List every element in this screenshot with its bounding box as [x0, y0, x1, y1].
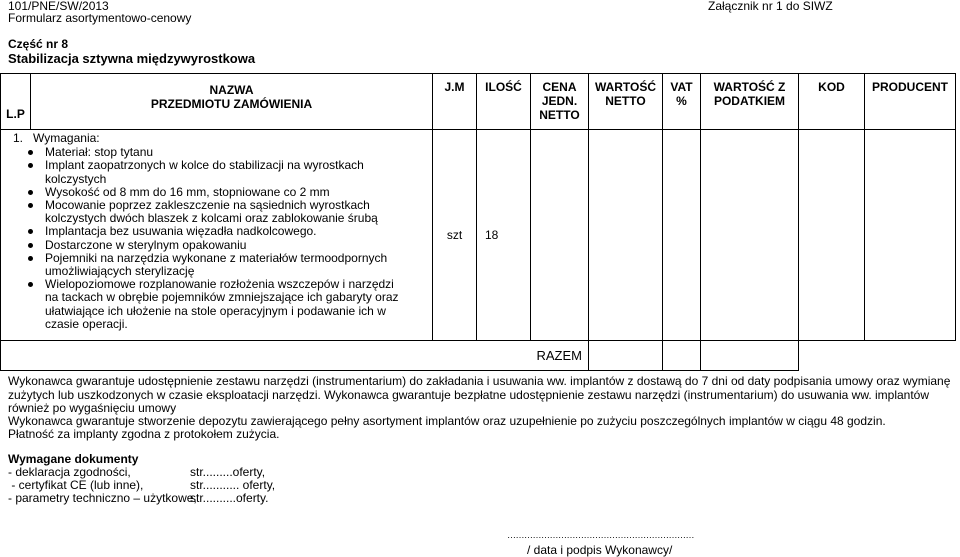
doc-page: str..........oferty. [190, 491, 269, 505]
doc-page: str.........oferty, [190, 465, 266, 479]
footer-para-3: Płatność za implanty zgodna z protokołem zużycia. [8, 427, 280, 441]
requirement-item: Wysokość od 8 mm do 16 mm, stopniowane co 2 mm [45, 186, 405, 199]
doc-page: str........... oferty, [190, 478, 276, 492]
attachment-label: Załącznik nr 1 do SIWZ [708, 0, 833, 13]
requirement-item: Implant zaopatrzonych w kolce do stabilizacji na wyrostkach kolczystych [45, 159, 405, 185]
total-label-cell: RAZEM [1, 341, 589, 371]
doc-name: - parametry techniczno – użytkowe, [8, 491, 197, 505]
doc-name: - deklaracja zgodności, [8, 465, 131, 479]
net-value-cell [589, 130, 663, 341]
requirement-item: Mocowanie poprzez zakleszczenie na sąsiednich wyrostkach kolczystych dwóch blaszek z kolcami oraz zablokowanie śrubą [45, 199, 405, 225]
producer-cell [865, 130, 956, 341]
col-kod: KOD [799, 74, 865, 130]
quantity-cell: 18 [477, 130, 531, 341]
requirement-item: Materiał: stop tytanu [45, 146, 405, 159]
total-row [1, 341, 956, 371]
col-vat: VAT % [663, 74, 701, 130]
item-row [1, 130, 956, 341]
vat-cell [663, 130, 701, 341]
part-label: Część nr 8 [8, 37, 69, 51]
required-docs-title: Wymagane dokumenty [8, 452, 139, 466]
requirements-heading: 1. Wymagania: [13, 131, 100, 145]
requirement-item: Wielopoziomowe rozplanowanie rozłożenia wszczepów i narzędzi na tackach w obrębie pojemników zmniejszające ich gabaryty oraz ułatwiające ich ułożenie na stole operacyjnym i podawanie ich w czasie operacji. [45, 278, 405, 331]
col-wartosc-z-podatkiem: WARTOŚĆ Z PODATKIEM [701, 74, 799, 130]
col-jm: J.M [433, 74, 477, 130]
part-title: Stabilizacja sztywna międzywyrostkowa [8, 51, 256, 66]
footer-para-1: Wykonawca gwarantuje udostępnienie zestawu narzędzi (instrumentarium) do zakładania i usuwania ww. implantów z dostawą do 7 dni od daty podpisania umowy oraz wymianę zużytych lub uszkodzonych w czasie eksploatacji narzędzi. Wykonawca gwarantuje bezpłatne udostępnienie zestawu narzędzi (instrumentarium) do usuwania ww. implantów również po wygaśnięciu umowy [8, 374, 951, 415]
gross-value-cell [701, 130, 799, 341]
requirement-item: Pojemniki na narzędzia wykonane z materiałów termoodpornych umożliwiających sterylizację [45, 252, 405, 278]
unit-price-cell [531, 130, 589, 341]
assortment-table [0, 73, 956, 371]
footer-para-2: Wykonawca gwarantuje stworzenie depozytu zawierającego pełny asortyment implantów oraz uzupełnienie po zużyciu poszczególnych implantów w ciągu 48 godzin. [8, 414, 886, 428]
total-net-cell [589, 341, 663, 371]
total-vat-cell [663, 341, 701, 371]
requirements-cell [1, 130, 433, 341]
total-gross-cell [701, 341, 799, 371]
requirement-item: Dostarczone w sterylnym opakowaniu [45, 239, 405, 252]
document-id: 101/PNE/SW/2013 [8, 0, 109, 13]
header-row [1, 74, 956, 130]
code-cell [799, 130, 865, 341]
col-cena: CENA JEDN. NETTO [531, 74, 589, 130]
doc-name: - certyfikat CE (lub inne), [8, 478, 144, 492]
requirements-list [5, 146, 405, 331]
form-title: Formularz asortymentowo-cenowy [8, 11, 192, 25]
signature-dots: ………………………………………………………… [507, 530, 694, 540]
total-empty-cell [799, 341, 956, 371]
requirement-item: Implantacja bez usuwania więzadła nadkolcowego. [45, 225, 405, 238]
col-producent: PRODUCENT [865, 74, 956, 130]
col-ilosc: ILOŚĆ [477, 74, 531, 130]
col-nazwa: NAZWA PRZEDMIOTU ZAMÓWIENIA [31, 74, 433, 130]
col-lp: L.P [1, 74, 31, 130]
unit-cell: szt [433, 130, 477, 341]
col-wartosc-netto: WARTOŚĆ NETTO [589, 74, 663, 130]
signature-label: / data i podpis Wykonawcy/ [527, 543, 673, 557]
